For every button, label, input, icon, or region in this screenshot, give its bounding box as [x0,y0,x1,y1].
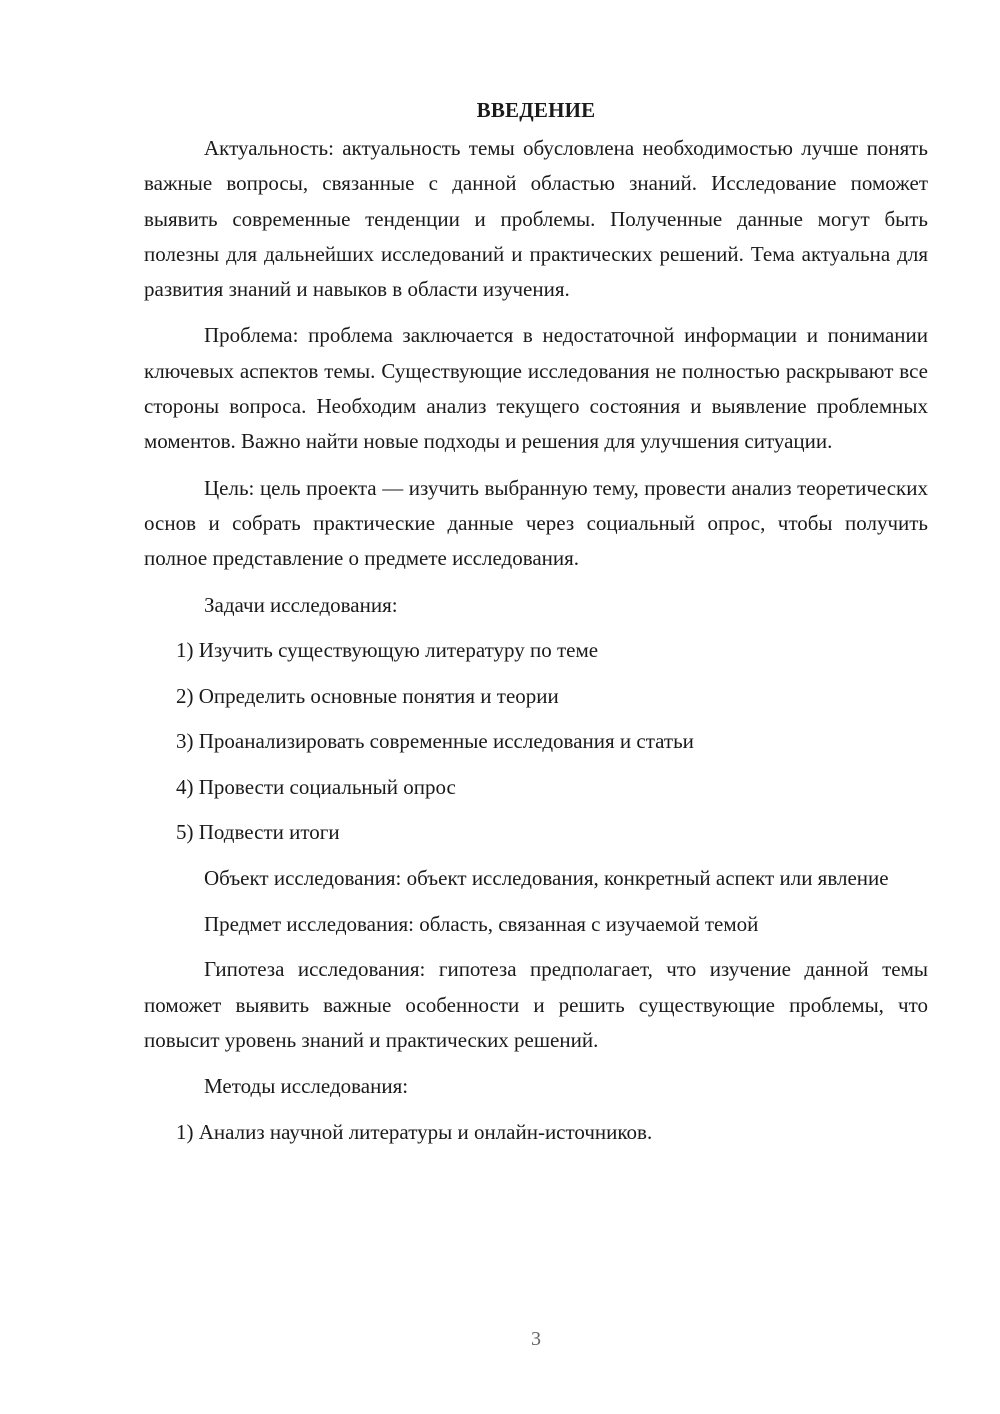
method-item: 1) Анализ научной литературы и онлайн-источников. [176,1119,653,1144]
goal-paragraph: Цель: цель проекта — изучить выбранную тему, провести анализ теоретических основ и собрать практические данные через социальный опрос, чтобы получить полное представление о предмете исследования. [144,475,928,571]
task-item: 4) Провести социальный опрос [176,774,456,799]
hypothesis-paragraph: Гипотеза исследования: гипотеза предполагает, что изучение данной темы поможет выявить важные особенности и решить существующие проблемы, что повысит уровень знаний и практических решений. [144,957,928,1052]
methods-title: Методы исследования: [204,1074,409,1099]
tasks-title: Задачи исследования: [204,592,398,617]
subject-paragraph: Предмет исследования: область, связанная с изучаемой темой [204,911,759,936]
object-paragraph: Объект исследования: объект исследования, конкретный аспект или явление [204,865,889,890]
page-title: ВВЕДЕНИЕ [476,98,596,122]
document-page [144,92,928,1160]
page-number: 3 [531,1328,541,1350]
problem-paragraph: Проблема: проблема заключается в недостаточной информации и понимании ключевых аспектов темы. Существующие исследования не полностью раскрывают все стороны вопроса. Необходим анализ текущего состояния и выявление проблемных моментов. Важно найти новые подходы и решения для улучшения ситуации. [144,323,928,454]
task-item: 2) Определить основные понятия и теории [176,683,559,708]
task-item: 5) Подвести итоги [176,820,340,845]
relevance-paragraph: Актуальность: актуальность темы обусловлена необходимостью лучше понять важные вопросы, связанные с данной областью знаний. Исследование поможет выявить современные тенденции и проблемы. Полученные данные могут быть полезны для дальнейших исследований и практических решений. Тема актуальна для развития знаний и навыков в области изучения. [144,136,928,302]
task-item: 3) Проанализировать современные исследования и статьи [176,729,694,754]
task-item: 1) Изучить существующую литературу по теме [176,638,599,663]
